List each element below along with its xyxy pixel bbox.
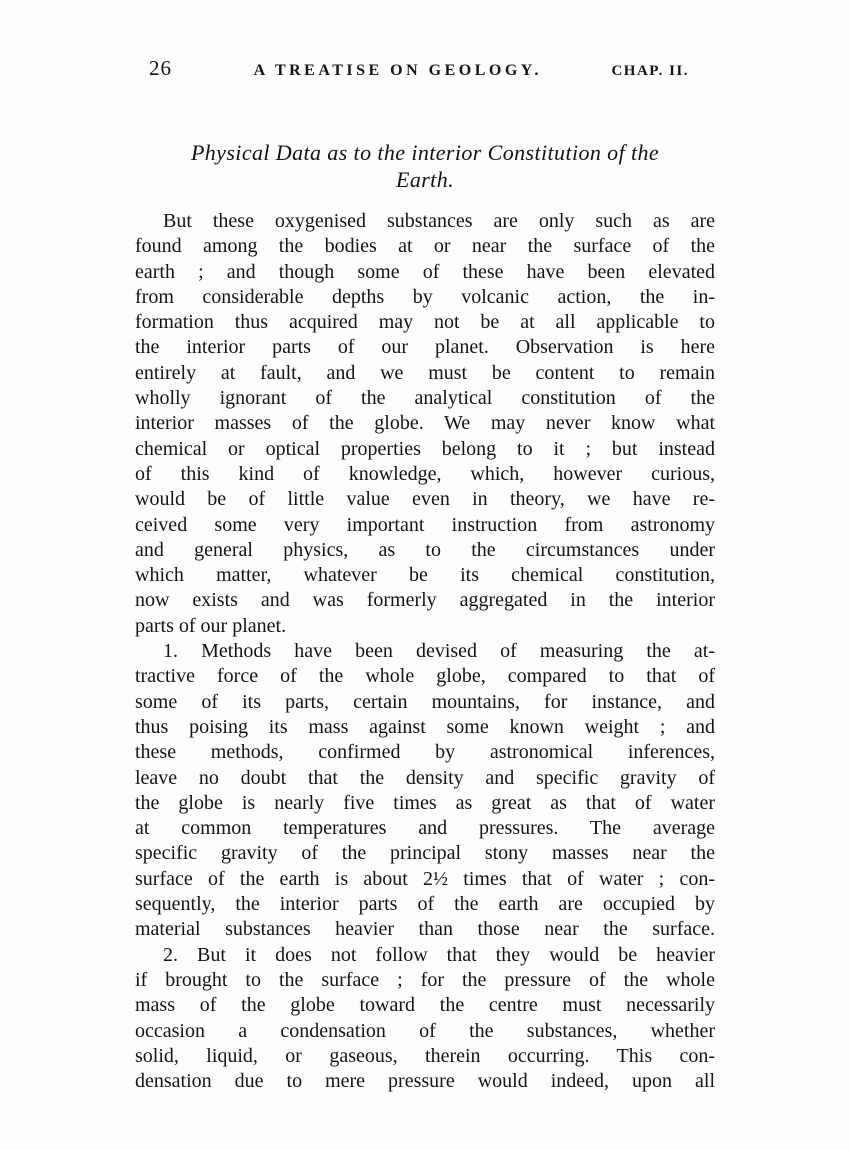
paragraph	[135, 639, 715, 943]
text-line: interior masses of the globe. We may never know what	[135, 412, 715, 435]
text-line: earth ; and though some of these have been elevated	[135, 260, 715, 283]
body-text	[135, 209, 715, 1094]
text-line: But these oxygenised substances are only such as are	[163, 210, 715, 232]
text-line: now exists and was formerly aggregated in the interior	[135, 589, 715, 612]
text-line: found among the bodies at or near the surface of the	[135, 235, 715, 258]
text-line: the interior parts of our planet. Observation is here	[135, 336, 715, 359]
chapter-label: CHAP. II.	[611, 63, 689, 79]
text-line: tractive force of the whole globe, compared to that of	[135, 665, 715, 688]
text-line: leave no doubt that the density and specific gravity of	[135, 766, 715, 789]
text-line: these methods, confirmed by astronomical inferences,	[135, 741, 715, 764]
text-line: solid, liquid, or gaseous, therein occurring. This con-	[135, 1044, 715, 1067]
running-title: A TREATISE ON GEOLOGY.	[253, 62, 542, 79]
text-line: and general physics, as to the circumstances under	[135, 538, 715, 561]
text-line: occasion a condensation of the substances, whether	[135, 1019, 715, 1042]
text-line: at common temperatures and pressures. The average	[135, 817, 715, 840]
heading-line: Earth.	[395, 167, 454, 192]
text-line: would be of little value even in theory, we have re-	[135, 488, 715, 511]
page-number: 26	[149, 56, 172, 80]
text-line: the globe is nearly five times as great as that of water	[135, 791, 715, 814]
text-line: thus poising its mass against some known weight ; and	[135, 715, 715, 738]
paragraph	[135, 209, 715, 639]
heading-line: Physical Data as to the interior Constitution of the	[190, 140, 660, 165]
paragraph	[135, 943, 715, 1095]
text-line: wholly ignorant of the analytical constitution of the	[135, 387, 715, 410]
text-line: material substances heavier than those near the surface.	[135, 918, 715, 941]
text-line: formation thus acquired may not be at all applicable to	[135, 311, 715, 334]
text-line: specific gravity of the principal stony masses near the	[135, 842, 715, 865]
text-line: if brought to the surface ; for the pressure of the whole	[135, 968, 715, 991]
text-line: of this kind of knowledge, which, however curious,	[135, 462, 715, 485]
text-line: 2. But it does not follow that they would be heavier	[163, 943, 715, 966]
text-line: chemical or optical properties belong to it ; but instead	[135, 437, 715, 460]
text-line: ceived some very important instruction from astronomy	[135, 513, 715, 536]
page-header	[149, 0, 689, 81]
text-line: surface of the earth is about 2½ times that of water ; con-	[135, 867, 715, 890]
text-line: mass of the globe toward the centre must necessarily	[135, 994, 715, 1017]
text-line: densation due to mere pressure would indeed, upon all	[135, 1070, 715, 1093]
section-heading	[135, 139, 715, 193]
text-line: which matter, whatever be its chemical constitution,	[135, 564, 715, 587]
text-line: sequently, the interior parts of the earth are occupied by	[135, 893, 715, 916]
text-line: some of its parts, certain mountains, for instance, and	[135, 690, 715, 713]
text-line: from considerable depths by volcanic action, the in-	[135, 285, 715, 308]
text-line: 1. Methods have been devised of measuring the at-	[163, 640, 715, 663]
text-line: entirely at fault, and we must be content to remain	[135, 361, 715, 384]
text-line: parts of our planet.	[135, 614, 287, 637]
